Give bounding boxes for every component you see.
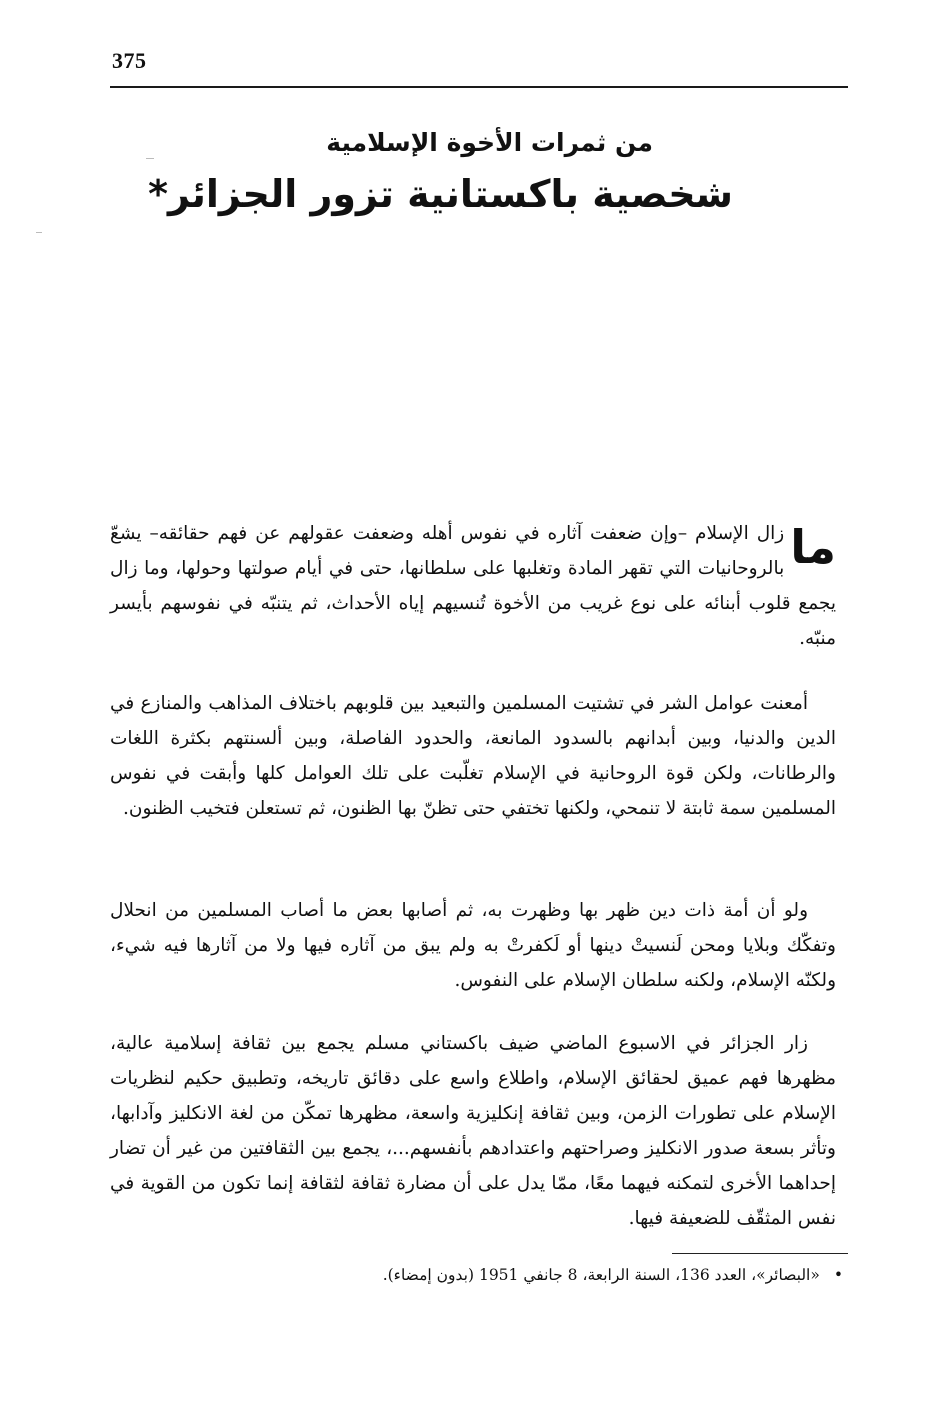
paragraph-2: أمعنت عوامل الشر في تشتيت المسلمين والتبعيد بين قلوبهم باختلاف المذاهب والمنازع في الدين والدنيا، وبين أبدانهم بالسدود المانعة، والحدود الفاصلة، وبين ألسنتهم بكثرة اللغات والرطانات، ولكن قوة الروحانية في الإسلام تغلّبت على تلك العوامل كلها وأبقت في نفوس المسلمين سمة ثابتة لا تنمحي، ولكنها تختفي حتى تظنّ بها الظنون، ثم تستعلن فتخيب الظنون. (110, 693, 836, 819)
footnote-bullet: • (833, 1266, 843, 1284)
scan-mark (146, 158, 154, 159)
paragraph-3: ولو أن أمة ذات دين ظهر بها وظهرت به، ثم أصابها بعض ما أصاب المسلمين من انحلال وتفكّك وبلايا ومحن لَنسيتْ دينها أو لَكفرتْ به ولم يبق من آثاره فيها ولا من آثارها فيه شيء، ولكنّه الإسلام، ولكنه سلطان الإسلام على النفوس. (110, 900, 836, 991)
article-subtitle: من ثمرات الأخوة الإسلامية (326, 128, 653, 157)
footnote (383, 1266, 843, 1284)
paragraph-1-text: زال الإسلام –وإن ضعفت آثاره في نفوس أهله وضعفت عقولهم عن فهم حقائقه– يشعّ بالروحانيات التي تقهر المادة وتغلبها على سلطانها، حتى في أيام صولتها وحولها، وما زال يجمع قلوب أبنائه على نوع غريب من الأخوة تُنسيهم إياه الأحداث، ثم يتنبّه في نفوسهم بأيسر منبّه. (110, 523, 836, 649)
drop-cap: ما (790, 520, 836, 574)
paragraph-1 (110, 516, 836, 656)
footnote-text: «البصائر»، العدد 136، السنة الرابعة، 8 جانفي 1951 (بدون إمضاء). (382, 1266, 820, 1284)
header-rule (110, 86, 848, 88)
article-title: شخصية باكستانية تزور الجزائر* (148, 172, 733, 216)
scan-mark (36, 232, 42, 233)
page-number: 375 (112, 48, 147, 73)
paragraph-4: زار الجزائر في الاسبوع الماضي ضيف باكستاني مسلم يجمع بين ثقافة إسلامية عالية، مظهرها فهم عميق لحقائق الإسلام، واطلاع واسع على دقائق تاريخه، وتطبيق حكيم لنظريات الإسلام على تطورات الزمن، وبين ثقافة إنكليزية واسعة، مظهرها تمكّن من لغة الانكليز وآدابها، وتأثر بسعة صدور الانكليز وصراحتهم واعتدادهم بأنفسهم...، يجمع بين الثقافتين من غير أن تضار إحداهما الأخرى لتمكنه فيهما معًا، ممّا يدل على أن مضارة ثقافة لثقافة إنما تكون من القوية في نفس المثقّف للضعيفة فيها. (110, 1033, 836, 1229)
footnote-rule (672, 1253, 848, 1254)
